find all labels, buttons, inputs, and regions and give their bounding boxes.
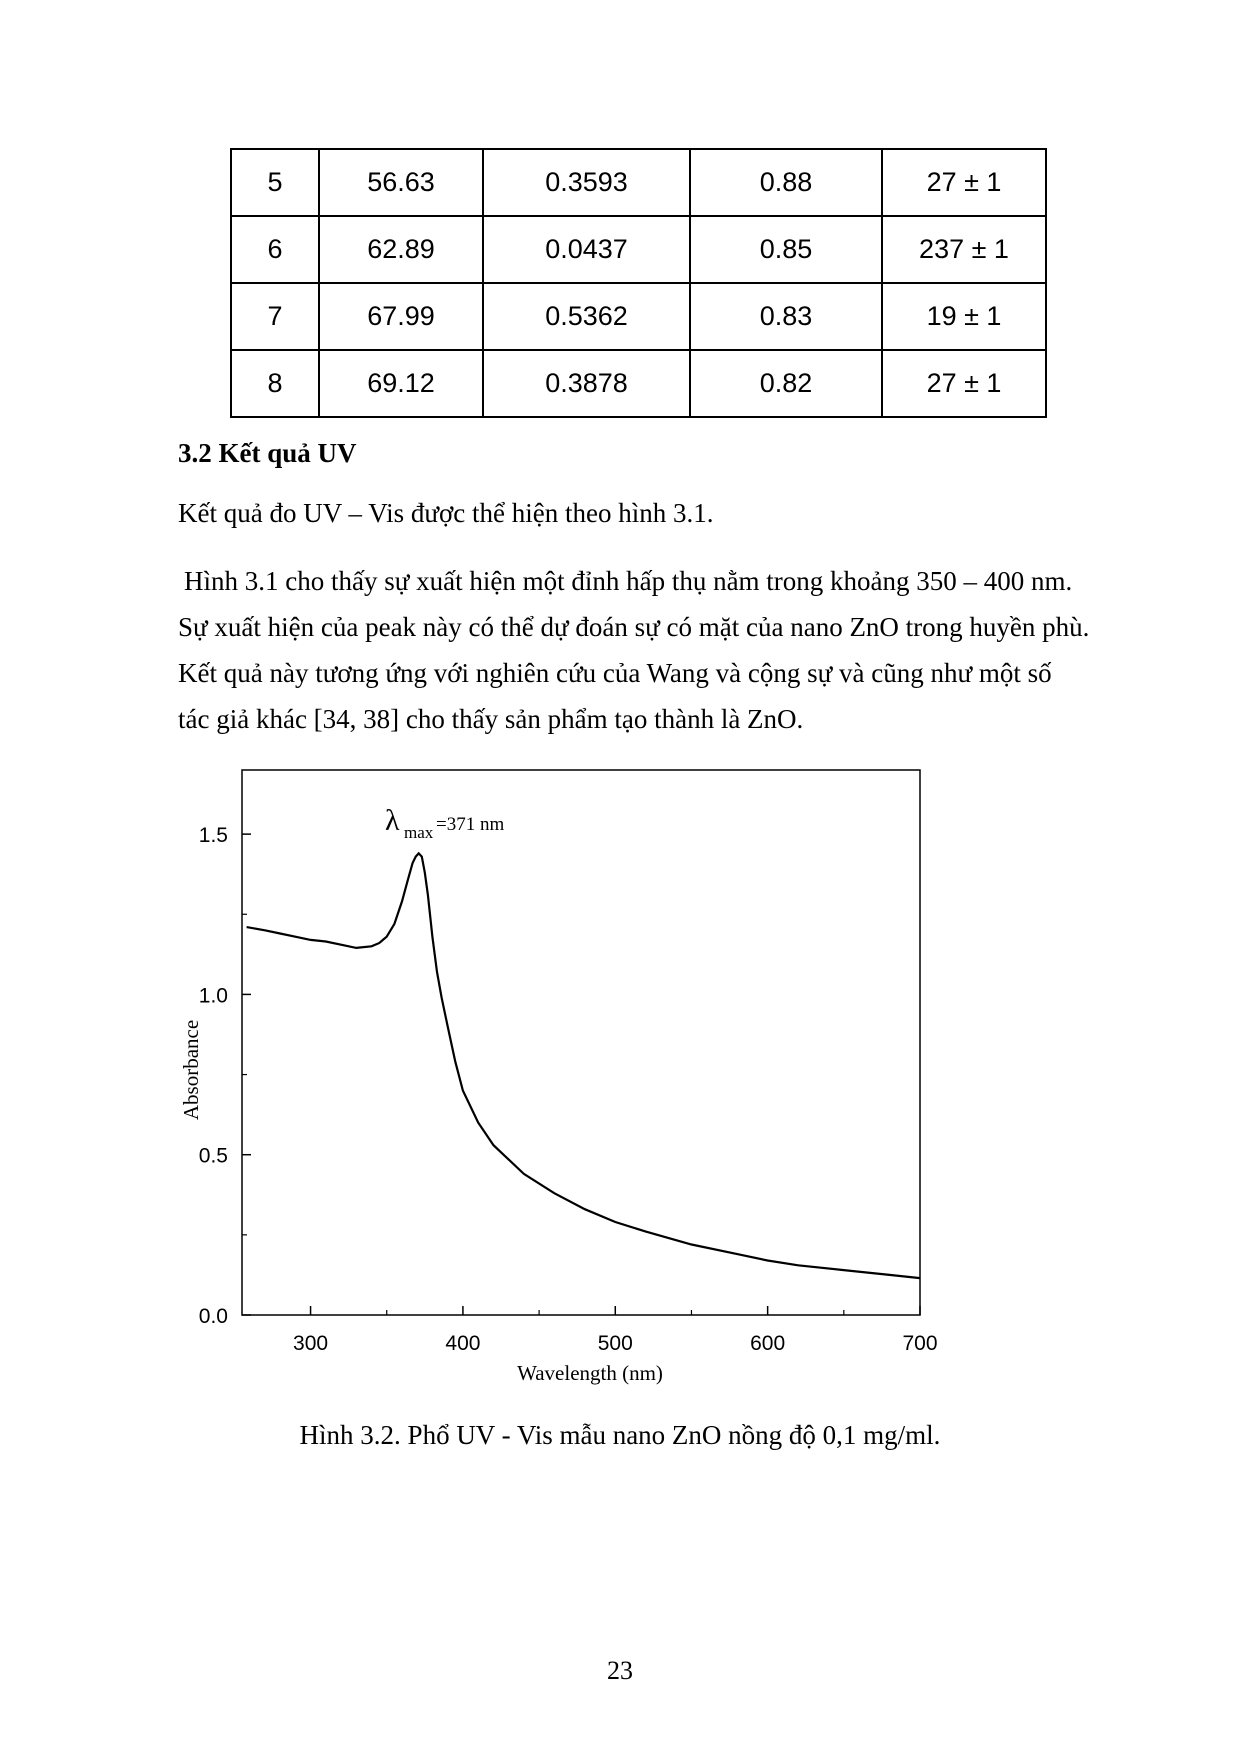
- x-axis: [293, 1306, 937, 1355]
- lambda-value: =371 nm: [436, 814, 505, 835]
- table-cell: 56.63: [319, 149, 483, 216]
- lambda-subscript: max: [404, 823, 434, 842]
- intro-paragraph: Kết quả đo UV – Vis được thể hiện theo hình 3.1.: [178, 498, 714, 528]
- table-cell: 6: [231, 216, 319, 283]
- x-tick-label: 400: [445, 1332, 481, 1355]
- x-tick-label: 700: [902, 1332, 938, 1355]
- paragraph-line: Kết quả này tương ứng với nghiên cứu của Wang và cộng sự và cũng như một số: [178, 658, 1052, 688]
- table-row: [231, 283, 1046, 350]
- paragraph-line: Sự xuất hiện của peak này có thể dự đoán sự có mặt của nano ZnO trong huyền phù.: [178, 612, 1090, 642]
- table-cell: 67.99: [319, 283, 483, 350]
- results-table: [230, 148, 1047, 418]
- table-cell: 7: [231, 283, 319, 350]
- lambda-max-annotation: [385, 804, 504, 842]
- table-cell: 237 ± 1: [882, 216, 1046, 283]
- table-row: [231, 216, 1046, 283]
- x-tick-label: 600: [750, 1332, 786, 1355]
- page-number: 23: [607, 1656, 633, 1685]
- table-cell: 8: [231, 350, 319, 417]
- x-tick-label: 500: [597, 1332, 633, 1355]
- table-cell: 27 ± 1: [882, 149, 1046, 216]
- x-axis-label: Wavelength (nm): [517, 1361, 663, 1385]
- lambda-symbol: λ: [385, 804, 400, 837]
- table-cell: 0.3593: [483, 149, 690, 216]
- body-paragraph: [178, 558, 1096, 742]
- paragraph-line: Hình 3.1 cho thấy sự xuất hiện một đỉnh hấp thụ nằm trong khoảng 350 – 400 nm.: [184, 566, 1073, 596]
- absorbance-curve: [247, 853, 920, 1278]
- table-cell: 0.83: [690, 283, 882, 350]
- y-tick-label: 0.5: [198, 1144, 228, 1168]
- y-tick-label: 1.0: [198, 984, 228, 1008]
- table-cell: 0.82: [690, 350, 882, 417]
- y-axis: [199, 824, 251, 1328]
- figure-caption: Hình 3.2. Phổ UV - Vis mẫu nano ZnO nồng độ 0,1 mg/ml.: [299, 1420, 941, 1450]
- y-tick-label: 0.0: [198, 1305, 228, 1328]
- paragraph-line: tác giả khác [34, 38] cho thấy sản phẩm tạo thành là ZnO.: [178, 704, 804, 734]
- table-cell: 0.0437: [483, 216, 690, 283]
- table-cell: 19 ± 1: [882, 283, 1046, 350]
- table-cell: 0.85: [690, 216, 882, 283]
- table-cell: 69.12: [319, 350, 483, 417]
- table-cell: 5: [231, 149, 319, 216]
- y-axis-label: Absorbance: [179, 1019, 203, 1121]
- table-cell: 62.89: [319, 216, 483, 283]
- table-cell: 0.5362: [483, 283, 690, 350]
- y-tick-label: 1.5: [198, 824, 228, 848]
- table-row: [231, 149, 1046, 216]
- table-cell: 27 ± 1: [882, 350, 1046, 417]
- table-cell: 0.3878: [483, 350, 690, 417]
- table-row: [231, 350, 1046, 417]
- x-tick-label: 300: [293, 1332, 329, 1355]
- plot-frame: [242, 770, 920, 1315]
- table-cell: 0.88: [690, 149, 882, 216]
- section-heading: 3.2 Kết quả UV: [178, 438, 357, 468]
